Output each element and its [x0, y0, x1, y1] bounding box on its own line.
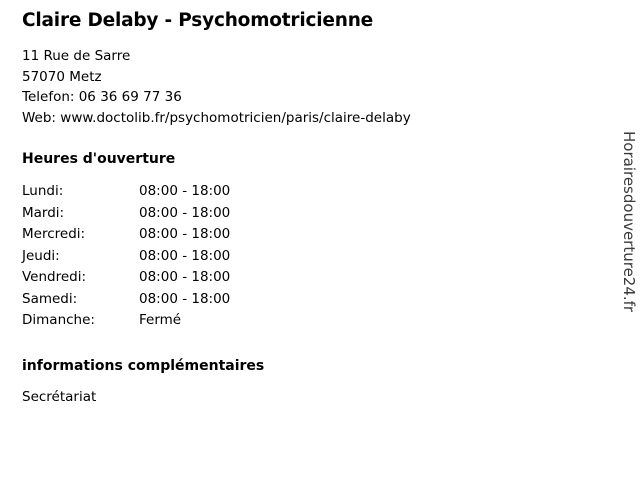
- day-hours: 08:00 - 18:00: [139, 226, 231, 243]
- day-label: Vendredi:: [22, 269, 87, 286]
- day-label: Mardi:: [22, 204, 65, 221]
- day-label: Jeudi:: [22, 247, 60, 264]
- business-info-block: [22, 10, 592, 407]
- table-row: [22, 181, 279, 203]
- page-title: Claire Delaby - Psychomotricienne: [22, 10, 374, 31]
- table-row: [22, 224, 279, 246]
- website-line: Web: www.doctolib.fr/psychomotricien/paris/claire-delaby: [22, 109, 411, 126]
- day-hours: 08:00 - 18:00: [139, 204, 231, 221]
- day-label: Mercredi:: [22, 226, 86, 243]
- day-hours: 08:00 - 18:00: [139, 290, 231, 307]
- day-hours: Fermé: [139, 312, 182, 329]
- address-street: 11 Rue de Sarre: [22, 48, 131, 65]
- table-row: [22, 203, 279, 225]
- day-label: Dimanche:: [22, 312, 95, 329]
- day-hours: 08:00 - 18:00: [139, 183, 231, 200]
- additional-info-heading: informations complémentaires: [22, 357, 265, 374]
- opening-hours-table: [22, 181, 279, 332]
- address-city: 57070 Metz: [22, 68, 102, 85]
- watermark-brand: Horairesdouverture24.fr: [620, 131, 638, 313]
- day-label: Lundi:: [22, 183, 64, 200]
- table-row: [22, 267, 279, 289]
- phone-line: Telefon: 06 36 69 77 36: [22, 89, 182, 106]
- day-hours: 08:00 - 18:00: [139, 247, 231, 264]
- opening-hours-heading: Heures d'ouverture: [22, 151, 176, 168]
- day-label: Samedi:: [22, 290, 78, 307]
- table-row: [22, 310, 279, 332]
- table-row: [22, 246, 279, 268]
- day-hours: 08:00 - 18:00: [139, 269, 231, 286]
- additional-info-text: Secrétariat: [22, 388, 97, 405]
- table-row: [22, 289, 279, 311]
